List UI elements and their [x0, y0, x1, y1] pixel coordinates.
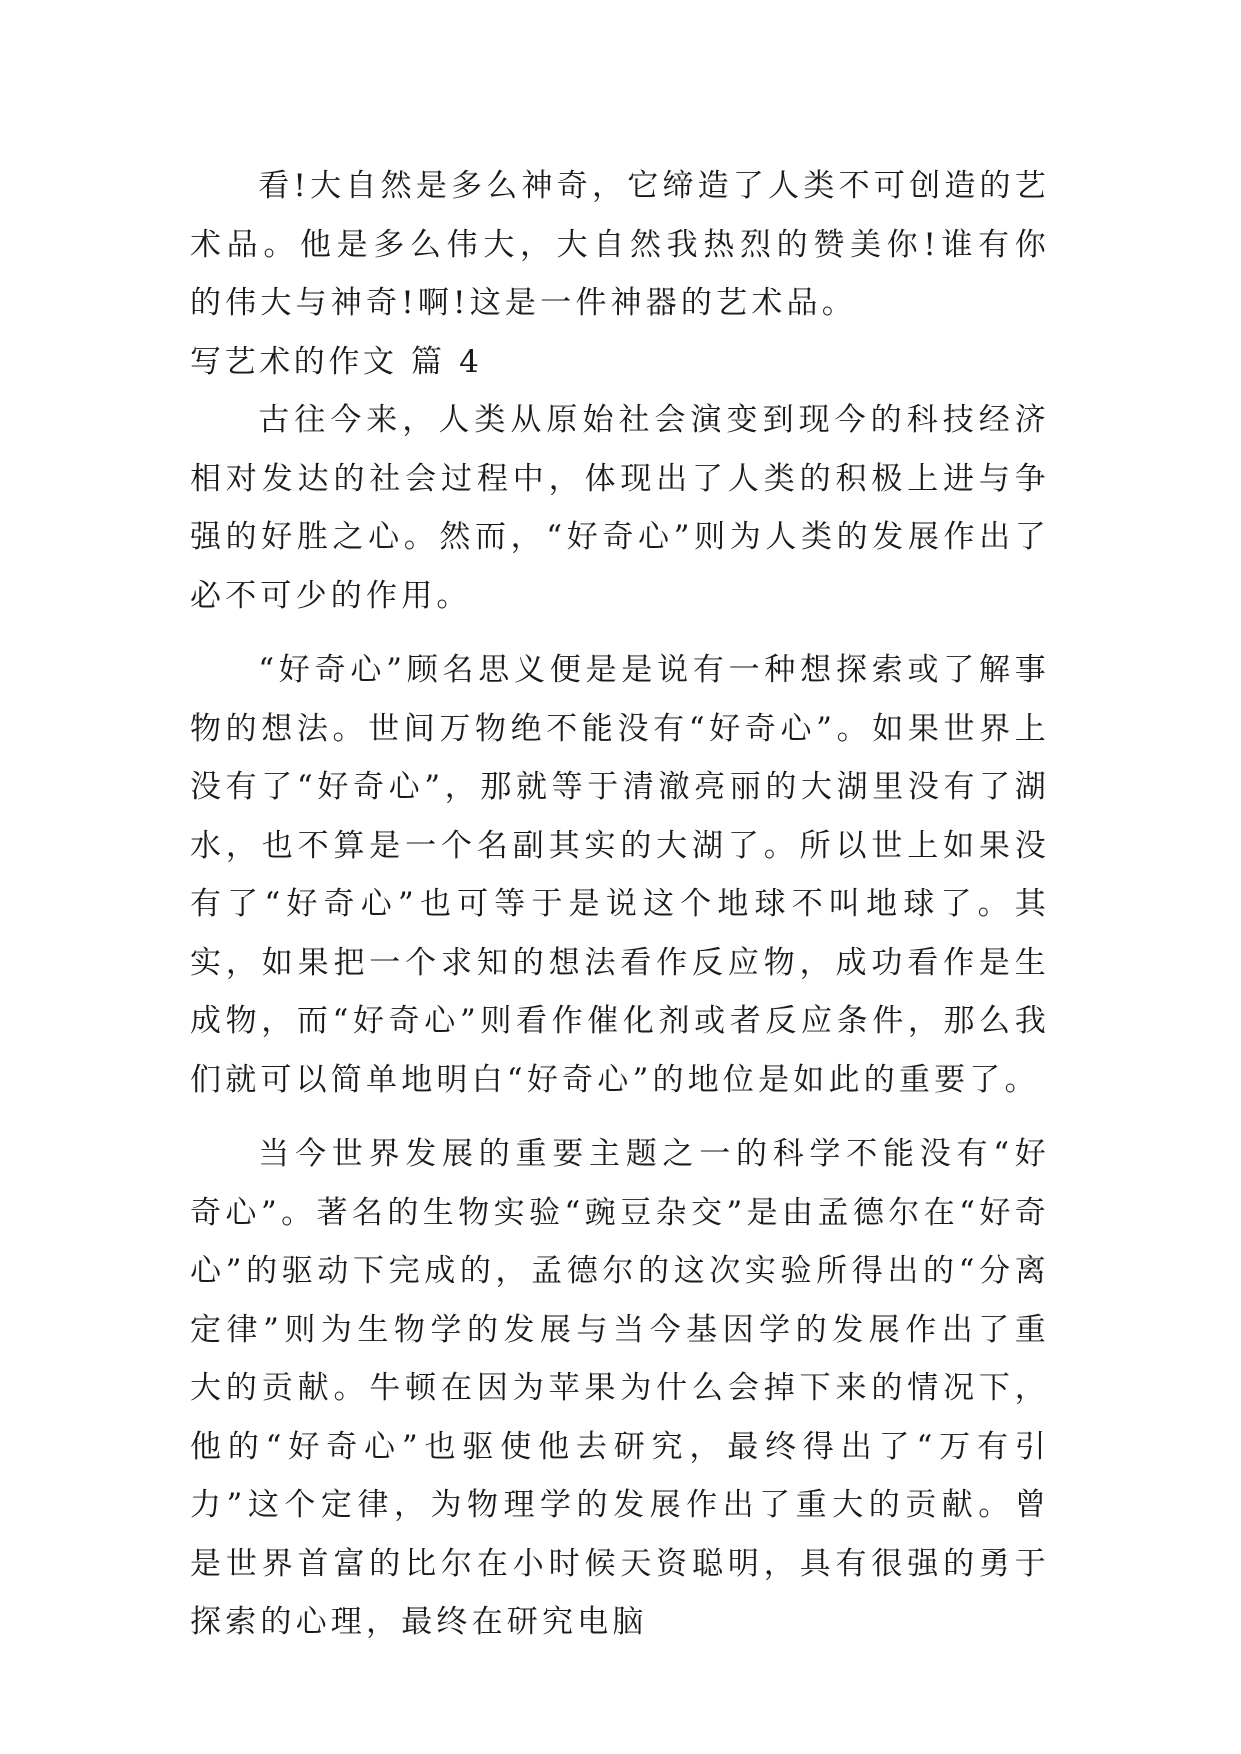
paragraph-curiosity-meaning: “好奇心”顾名思义便是是说有一种想探索或了解事物的想法。世间万物绝不能没有“好奇心”。如果世界上没有了“好奇心”，那就等于清澈亮丽的大湖里没有了湖水，也不算是一个名副其实的大湖了。所以世上如果没有了“好奇心”也可等于是说这个地球不叫地球了。其实，如果把一个求知的想法看作反应物，成功看作是生成物，而“好奇心”则看作催化剂或者反应条件，那么我们就可以简单地明白“好奇心”的地位是如此的重要了。 — [190, 652, 1050, 1098]
paragraph-nature-praise: 看!大自然是多么神奇，它缔造了人类不可创造的艺术品。他是多么伟大，大自然我热烈的赞美你!谁有你的伟大与神奇!啊!这是一件神器的艺术品。 — [190, 168, 1050, 321]
section-title: 写艺术的作文 篇 4 — [190, 343, 483, 380]
paragraph-science-examples: 当今世界发展的重要主题之一的科学不能没有“好奇心”。著名的生物实验“豌豆杂交”是由孟德尔在“好奇心”的驱动下完成的，孟德尔的这次实验所得出的“分离定律”则为生物学的发展与当今基因学的发展作出了重大的贡献。牛顿在因为苹果为什么会掉下来的情况下，他的“好奇心”也驱使他去研究，最终得出了“万有引力”这个定律，为物理学的发展作出了重大的贡献。曾是世界首富的比尔在小时候天资聪明，具有很强的勇于探索的心理，最终在研究电脑 — [190, 1136, 1050, 1640]
paragraph-curiosity-intro: 古往今来，人类从原始社会演变到现今的科技经济相对发达的社会过程中，体现出了人类的积极上进与争强的好胜之心。然而，“好奇心”则为人类的发展作出了必不可少的作用。 — [190, 402, 1050, 614]
document-body — [190, 157, 1050, 1652]
